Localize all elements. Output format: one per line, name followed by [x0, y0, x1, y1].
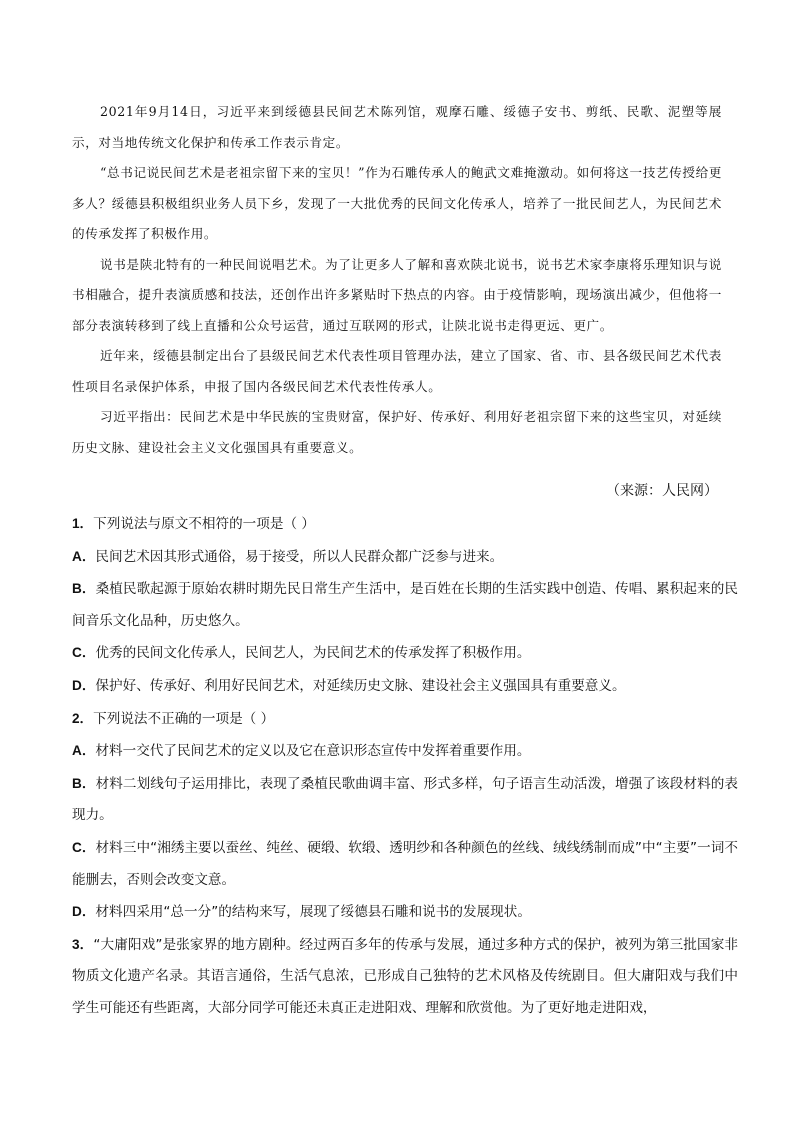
option-letter: C．: [72, 839, 96, 855]
question-2-option-b: [72, 768, 738, 832]
option-letter: C．: [72, 645, 96, 661]
option-letter: D．: [72, 904, 96, 920]
source-citation: （来源：人民网）: [606, 482, 718, 498]
question-2-option-c: [72, 832, 738, 896]
question-2-option-d: [72, 896, 738, 929]
question-stem-text: 下列说法不正确的一项是（ ）: [93, 710, 275, 727]
option-letter: D．: [72, 677, 96, 693]
option-letter: B．: [72, 581, 96, 597]
question-1-option-b: [72, 573, 738, 637]
question-1-stem: [72, 508, 738, 541]
option-text: 材料一交代了民间艺术的定义以及它在意识形态宣传中发挥着重要作用。: [95, 743, 531, 760]
questions-section: [72, 508, 738, 1025]
option-text: 材料二划线句子运用排比，表现了桑植民歌曲调丰富、形式多样，句子语言生动活泼，增强了该段材料的表现力。: [72, 775, 738, 824]
reading-material: [72, 97, 722, 463]
option-letter: B．: [72, 775, 96, 791]
question-3-text: [72, 929, 738, 1025]
option-text: 优秀的民间文化传承人，民间艺人，为民间艺术的传承发挥了积极作用。: [95, 645, 531, 662]
question-1-option-a: [72, 541, 738, 574]
question-number: 1．: [72, 516, 94, 531]
question-3-body: “大庸阳戏”是张家界的地方剧种。经过两百多年的传承与发展，通过多种方式的保护，被列为第三批国家非物质文化遗产名录。其语言通俗，生活气息浓，已形成自己独特的艺术风格及传统剧目。但大庸阳戏与我们中学生可能还有些距离，大部分同学可能还未真正走进阳戏、理解和欣赏他。为了更好地走进阳戏，: [72, 936, 739, 1016]
question-1-option-c: [72, 637, 738, 670]
question-2-stem: [72, 703, 738, 736]
material-paragraph-3: 说书是陕北特有的一种民间说唱艺术。为了让更多人了解和喜欢陕北说书，说书艺术家李康将乐理知识与说书相融合，提升表演质感和技法，还创作出许多紧贴时下热点的内容。由于疫情影响，现场演出减少，但他将一部分表演转移到了线上直播和公众号运营，通过互联网的形式，让陕北说书走得更远、更广。: [72, 256, 722, 333]
question-1-option-d: [72, 670, 738, 703]
option-text: 保护好、传承好、利用好民间艺术，对延续历史文脉、建设社会主义强国具有重要意义。: [95, 677, 626, 694]
option-letter: A．: [72, 548, 96, 564]
question-stem-text: 下列说法与原文不相符的一项是（ ）: [93, 516, 315, 532]
option-text: 民间艺术因其形式通俗，易于接受，所以人民群众都广泛参与进来。: [95, 548, 504, 565]
material-paragraph-4: 近年来，绥德县制定出台了县级民间艺术代表性项目管理办法，建立了国家、省、市、县各级民间艺术代表性项目名录保护体系，申报了国内各级民间艺术代表性传承人。: [72, 348, 722, 394]
option-text: 桑植民歌起源于原始农耕时期先民日常生产生活中，是百姓在长期的生活实践中创造、传唱、累积起来的民间音乐文化品种，历史悠久。: [72, 581, 738, 629]
question-number: 2．: [72, 710, 94, 726]
material-paragraph-2: “总书记说民间艺术是老祖宗留下来的宝贝！”作为石雕传承人的鲍武文难掩激动。如何将这一技艺传授给更多人？绥德县积极组织业务人员下乡，发现了一大批优秀的民间文化传承人，培养了一批民间艺人，为民间艺术的传承发挥了积极作用。: [72, 165, 722, 241]
material-paragraph-5: 习近平指出：民间艺术是中华民族的宝贵财富，保护好、传承好、利用好老祖宗留下来的这些宝贝，对延续历史文脉、建设社会主义文化强国具有重要意义。: [72, 409, 722, 455]
question-number: 3．: [72, 936, 94, 952]
question-2-option-a: [72, 735, 738, 768]
material-paragraph-1: 2021年9月14日，习近平来到绥德县民间艺术陈列馆，观摩石雕、绥德子安书、剪纸、民歌、泥塑等展示，对当地传统文化保护和传承工作表示肯定。: [72, 104, 722, 150]
option-letter: A．: [72, 743, 96, 759]
option-text: 材料四采用“总一分”的结构来写，展现了绥德县石雕和说书的发展现状。: [95, 904, 531, 921]
option-text: 材料三中“湘绣主要以蚕丝、纯丝、硬缎、软缎、透明纱和各种颜色的丝线、绒线绣制而成”中“主要”一词不能删去，否则会改变文意。: [72, 839, 738, 888]
